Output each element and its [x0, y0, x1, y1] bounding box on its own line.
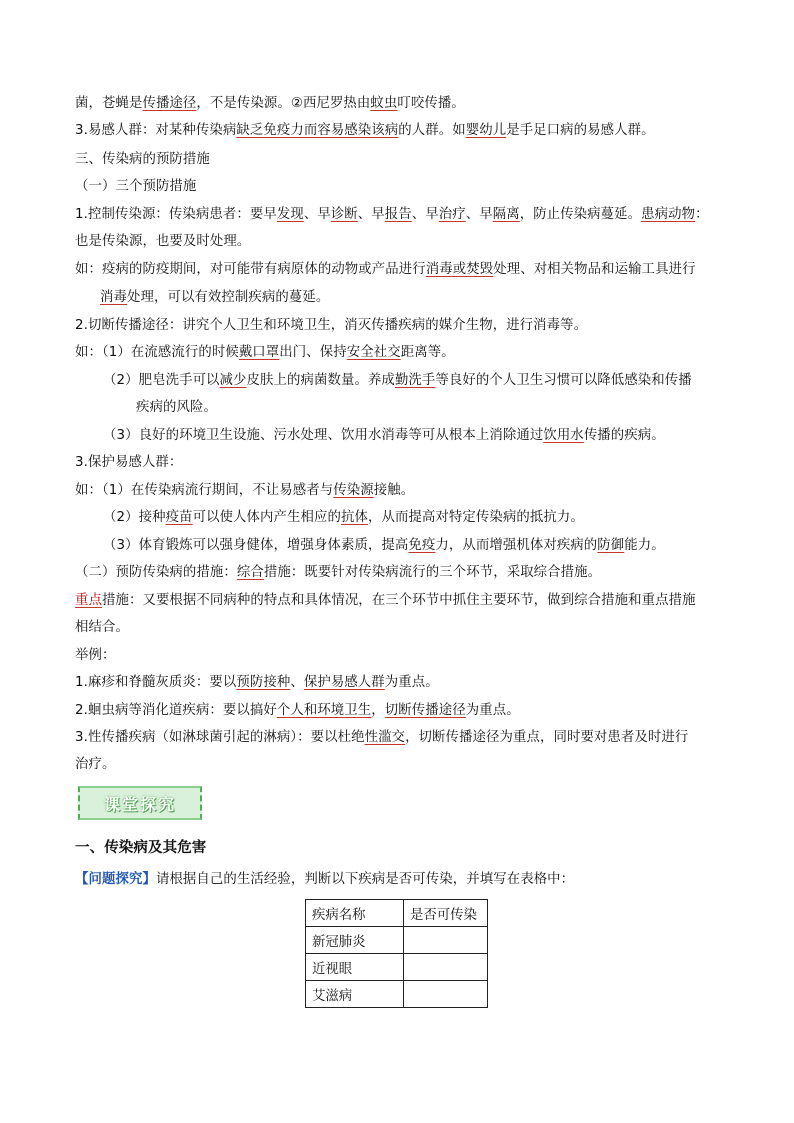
text: ，防止传染病蔓延。 — [519, 207, 642, 222]
text: 措施：又要根据不同病种的特点和具体情况，在三个环节中抓住主要环节，做到综合措施和重点措施 — [101, 593, 696, 608]
text-line — [103, 508, 584, 528]
underlined-term: 发现 — [276, 207, 304, 222]
text: （2）肥皂洗手可以 — [103, 373, 220, 388]
question-text: 请根据自己的生活经验，判断以下疾病是否可传染，并填写在表格中： — [155, 872, 575, 887]
text: 如：疫病的防疫期间，对可能带有病原体的动物或产品进行 — [75, 262, 426, 277]
underlined-term: 性滥交 — [364, 730, 406, 745]
text: ，从而提高对特定传染病的抵抗力。 — [367, 510, 584, 525]
text-line — [75, 121, 655, 141]
text-line: 举例： — [75, 648, 116, 663]
text: 处理、对相关物品和运输工具进行 — [493, 262, 696, 277]
table-cell: 艾滋病 — [306, 981, 404, 1008]
banner-label: 课堂探究 — [103, 794, 176, 814]
text: 3.易感人群：对某种传染病 — [75, 123, 237, 138]
underlined-term: 缺乏免疫力而容易感染该病 — [236, 123, 399, 138]
text: 能力。 — [624, 538, 665, 553]
text: 是手足口病的易感人群。 — [506, 123, 655, 138]
text-line — [75, 343, 455, 363]
text: 1.麻疹和脊髓灰质炎：要以 — [75, 675, 237, 690]
text-line: 疾病的风险。 — [136, 400, 217, 415]
text: 1.控制传染源：传染病患者：要早 — [75, 207, 277, 222]
text: 接触。 — [373, 483, 415, 498]
text-line — [75, 481, 414, 501]
text: 处理，可以有效控制疾病的蔓延。 — [126, 290, 330, 305]
text-line: 2.切断传播途径：讲究个人卫生和环境卫生，消灭传播疾病的媒介生物，进行消毒等。 — [75, 318, 588, 333]
text-line — [103, 536, 665, 556]
text: （2）接种 — [103, 510, 166, 525]
text-line — [75, 94, 465, 114]
table-header-row — [306, 900, 488, 927]
text: （二）预防传染病的措施： — [75, 565, 237, 580]
text-line — [100, 288, 329, 308]
text: 距离等。 — [400, 345, 455, 360]
answer-cell[interactable] — [404, 927, 488, 954]
text-line: 3.保护易感人群： — [75, 455, 183, 470]
underlined-term: 消毒或焚毁 — [425, 262, 494, 277]
text: 、早 — [357, 207, 385, 222]
question-prompt — [75, 870, 574, 890]
text-line — [75, 205, 709, 225]
text-line — [75, 728, 688, 748]
text: 等良好的个人卫生习惯可以降低感染和传播 — [435, 373, 692, 388]
underlined-term: 报告 — [384, 207, 412, 222]
underlined-term: 保护易感人群 — [303, 675, 385, 690]
underlined-term: 隔离 — [492, 207, 520, 222]
disease-table — [305, 899, 488, 1008]
text: 2.蛔虫病等消化道疾病：要以搞好 — [75, 703, 277, 718]
text: 为重点。 — [384, 675, 439, 690]
text: 力，从而增强机体对疾病的 — [435, 538, 598, 553]
underlined-term: 治疗 — [438, 207, 466, 222]
text-line — [75, 563, 601, 583]
text-line: 相结合。 — [75, 620, 129, 635]
underlined-term: 蚊虫 — [370, 96, 398, 111]
subsection-heading: （一）三个预防措施 — [75, 179, 197, 194]
table-cell: 新冠肺炎 — [306, 927, 404, 954]
underlined-term: 抗体 — [340, 510, 368, 525]
text: 3.性传播疾病（如淋球菌引起的淋病）：要以杜绝 — [75, 730, 365, 745]
underlined-term: 安全社交 — [346, 345, 401, 360]
underlined-term: 戴口罩 — [238, 345, 280, 360]
text-line — [75, 673, 439, 693]
underlined-term: 传染源 — [333, 483, 374, 498]
text: 如：（1）在流感流行的时候 — [75, 345, 239, 360]
table-row — [306, 981, 488, 1008]
text: 、 — [290, 675, 304, 690]
text: ，切断传播途径为重点，同时要对患者及时进行 — [405, 730, 689, 745]
text: 、早 — [411, 207, 439, 222]
text-line — [75, 260, 696, 280]
underlined-term: 免疫 — [408, 538, 436, 553]
underlined-term: 传播途径 — [142, 96, 197, 111]
text: 、早 — [465, 207, 493, 222]
text-line — [103, 371, 692, 391]
text: 菌，苍蝇是 — [75, 96, 143, 111]
table-cell: 近视眼 — [306, 954, 404, 981]
text: 措施：既要针对传染病流行的三个环节，采取综合措施。 — [263, 565, 602, 580]
text: ， — [371, 703, 385, 718]
question-label: 【问题探究】 — [75, 872, 156, 887]
text-line — [103, 426, 665, 446]
text: 为重点。 — [465, 703, 520, 718]
table-row — [306, 954, 488, 981]
section-banner — [78, 786, 202, 820]
underlined-term: 综合 — [236, 565, 264, 580]
text-line: 治疗。 — [75, 757, 116, 772]
underlined-term: 饮用水 — [543, 428, 584, 443]
text: 的人群。如 — [398, 123, 466, 138]
text: 皮肤上的病菌数量。养成 — [246, 373, 395, 388]
underlined-term: 患病动物 — [641, 207, 696, 222]
text: （3）体育锻炼可以强身健体，增强身体素质，提高 — [103, 538, 409, 553]
underlined-term: 预防接种 — [236, 675, 291, 690]
text: 传播的疾病。 — [583, 428, 665, 443]
section-title: 一、传染病及其危害 — [75, 840, 207, 856]
table-header-cell: 是否可传染 — [404, 900, 488, 927]
text: 可以使人体内产生相应的 — [192, 510, 341, 525]
text: ，不是传染源。②西尼罗热由 — [196, 96, 371, 111]
highlighted-term: 重点 — [75, 593, 102, 608]
answer-cell[interactable] — [404, 954, 488, 981]
underlined-term: 疫苗 — [165, 510, 193, 525]
text: ： — [695, 207, 709, 222]
underlined-term: 减少 — [219, 373, 247, 388]
underlined-term: 防御 — [597, 538, 625, 553]
text: 叮咬传播。 — [397, 96, 465, 111]
underlined-term: 勤洗手 — [394, 373, 436, 388]
text-line: 也是传染源，也要及时处理。 — [75, 234, 251, 249]
text: 、早 — [303, 207, 331, 222]
table-header-cell: 疾病名称 — [306, 900, 404, 927]
underlined-term: 诊断 — [330, 207, 358, 222]
text-line — [75, 591, 696, 611]
underlined-term: 切断传播途径 — [384, 703, 466, 718]
answer-cell[interactable] — [404, 981, 488, 1008]
table-row — [306, 927, 488, 954]
section-heading: 三、传染病的预防措施 — [75, 152, 210, 167]
text: 如：（1）在传染病流行期间，不让易感者与 — [75, 483, 334, 498]
underlined-term: 个人和环境卫生 — [276, 703, 372, 718]
text: 出门、保持 — [279, 345, 347, 360]
text-line — [75, 701, 520, 721]
underlined-term: 婴幼儿 — [465, 123, 507, 138]
text: （3）良好的环境卫生设施、污水处理、饮用水消毒等可从根本上消除通过 — [103, 428, 544, 443]
underlined-term: 消毒 — [100, 290, 127, 305]
